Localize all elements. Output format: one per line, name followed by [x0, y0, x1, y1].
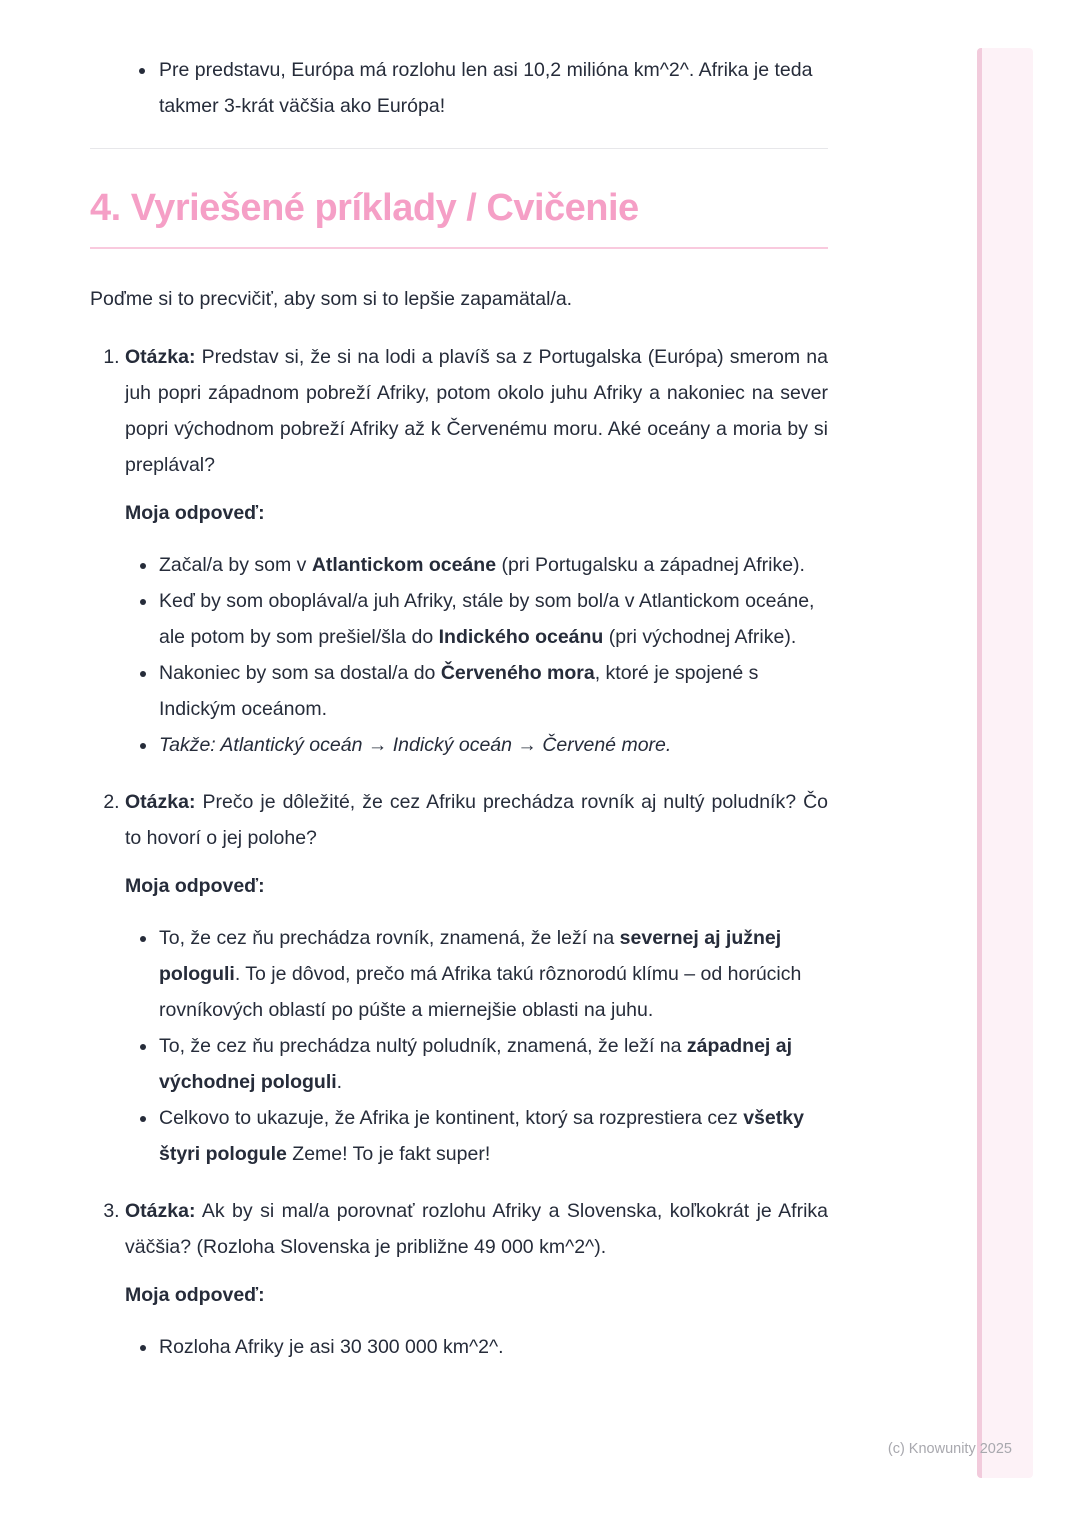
- text-segment: Takže: Atlantický oceán → Indický oceán → Červené more.: [159, 734, 672, 756]
- text-segment: To, že cez ňu prechádza rovník, znamená, že leží na: [159, 927, 620, 949]
- answers-list: [125, 920, 828, 1172]
- text-segment: Otázka:: [125, 791, 196, 813]
- intro-paragraph: Poďme si to precvičiť, aby som si to lepšie zapamätal/a.: [90, 288, 573, 310]
- exercise-item-2: [125, 784, 828, 1172]
- section-heading: 4. Vyriešené príklady / Cvičenie: [90, 185, 828, 249]
- answer-label: Moja odpoveď:: [125, 1284, 265, 1306]
- text-segment: Prečo je dôležité, že cez Afriku prechádza rovník aj nultý poludník? Čo to hovorí o jej polohe?: [125, 791, 828, 849]
- question-paragraph: [125, 1193, 828, 1265]
- text-segment: západnej aj východnej pologuli: [159, 1035, 793, 1093]
- answers-list: [125, 1329, 828, 1365]
- exercise-item-3: [125, 1193, 828, 1365]
- copyright-watermark: (c) Knowunity 2025: [887, 1441, 1012, 1457]
- text-segment: Otázka:: [125, 1200, 196, 1222]
- answer-label: Moja odpoveď:: [125, 502, 265, 524]
- text-segment: Ak by si mal/a porovnať rozlohu Afriky a Slovenska, koľkokrát je Afrika väčšia? (Rozloha Slovenska je približne 49 000 km^2^).: [125, 1200, 828, 1258]
- text-segment: severnej aj južnej pologuli: [159, 927, 782, 985]
- answer-item: [158, 1028, 828, 1100]
- question-paragraph: [125, 339, 828, 483]
- answer-item: [158, 655, 828, 727]
- question-paragraph: [125, 784, 828, 856]
- answer-item: [158, 1100, 828, 1172]
- answer-item: [158, 1329, 828, 1365]
- answers-list: [125, 547, 828, 763]
- top-note-list: [90, 52, 828, 124]
- text-segment: .: [336, 1071, 343, 1093]
- text-segment: Otázka:: [125, 346, 196, 368]
- text-segment: Celkovo to ukazuje, že Afrika je kontinent, ktorý sa rozprestiera cez: [159, 1107, 744, 1129]
- answer-item: [158, 583, 828, 655]
- answer-item: [158, 920, 828, 1028]
- text-segment: Keď by som oboplával/a juh Afriky, stále by som bol/a v Atlantickom oceáne, ale potom by som prešiel/šla do: [159, 590, 815, 648]
- text-segment: , ktoré je spojené s Indickým oceánom.: [159, 662, 759, 720]
- text-segment: Nakoniec by som sa dostal/a do: [159, 662, 441, 684]
- text-segment: . To je dôvod, prečo má Afrika takú rôznorodú klímu – od horúcich rovníkových oblastí po púšte a miernejšie oblasti na juhu.: [159, 963, 802, 1021]
- text-segment: Pre predstavu, Európa má rozlohu len asi 10,2 milióna km^2^. Afrika je teda takmer 3-krát väčšia ako Európa!: [159, 59, 813, 117]
- document-content: [90, 52, 828, 1386]
- answer-item: [158, 727, 828, 763]
- text-segment: To, že cez ňu prechádza nultý poludník, znamená, že leží na: [159, 1035, 687, 1057]
- exercise-item-1: [125, 339, 828, 763]
- text-segment: Predstav si, že si na lodi a plavíš sa z Portugalska (Európa) smerom na juh popri západnom pobreží Afriky, potom okolo juhu Afriky a nakoniec na sever popri východnom pobreží Afriky až k Červenému moru. Aké oceány a moria by si preplával?: [125, 346, 828, 476]
- text-segment: Začal/a by som v: [159, 554, 312, 576]
- text-segment: Atlantickom oceáne: [311, 554, 497, 576]
- section-divider: [90, 148, 828, 149]
- text-segment: Zeme! To je fakt super!: [286, 1143, 491, 1165]
- top-note-item: [157, 52, 828, 124]
- text-segment: Indického oceánu: [438, 626, 604, 648]
- text-segment: (pri Portugalsku a západnej Afrike).: [496, 554, 805, 576]
- text-segment: (pri východnej Afrike).: [603, 626, 797, 648]
- text-segment: Rozloha Afriky je asi 30 300 000 km^2^.: [159, 1336, 504, 1358]
- text-segment: Červeného mora: [440, 662, 595, 684]
- exercises-list: [90, 339, 828, 1365]
- text-segment: všetky štyri pologule: [159, 1107, 804, 1165]
- page-edge-decoration: [977, 48, 1033, 1478]
- answer-label: Moja odpoveď:: [125, 875, 265, 897]
- answer-item: [158, 547, 828, 583]
